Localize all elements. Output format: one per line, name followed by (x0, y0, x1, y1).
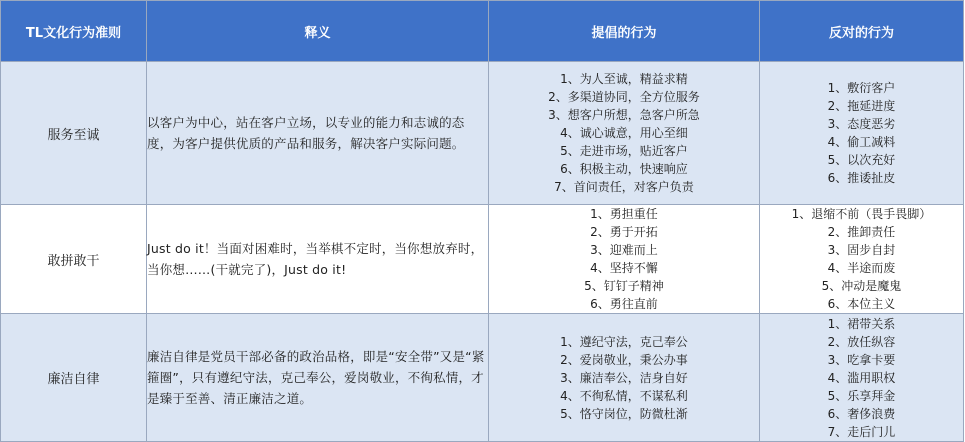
principle-cell[interactable]: 敢拼敢干 (1, 205, 147, 314)
opposed-cell[interactable] (760, 314, 964, 442)
advocated-item: 4、不徇私情，不谋私利 (560, 388, 688, 403)
opposed-item: 3、态度恶劣 (827, 117, 896, 131)
advocated-item: 1、勇担重任 (590, 207, 658, 221)
opposed-item: 4、滥用职权 (827, 370, 896, 385)
advocated-item: 6、积极主动，快速响应 (560, 162, 688, 176)
header-advocated[interactable]: 提倡的行为 (489, 1, 760, 62)
opposed-item: 2、拖延进度 (827, 99, 896, 113)
table-row-service (1, 62, 964, 205)
opposed-item: 2、放任纵容 (827, 334, 896, 349)
definition-cell[interactable]: 以客户为中心，站在客户立场，以专业的能力和志诚的态度，为客户提供优质的产品和服务，解决客户实际问题。 (147, 62, 489, 205)
definition-cell[interactable]: 廉洁自律是党员干部必备的政治品格，即是“安全带”又是“紧箍圈”，只有遵纪守法，克己奉公，爱岗敬业，不徇私情，才是臻于至善、清正廉洁之道。 (147, 314, 489, 442)
opposed-item: 5、以次充好 (827, 153, 896, 167)
principle-cell[interactable]: 服务至诚 (1, 62, 147, 205)
principle-cell[interactable]: 廉洁自律 (1, 314, 147, 442)
opposed-cell[interactable] (760, 205, 964, 314)
opposed-item: 4、半途而废 (827, 261, 896, 275)
advocated-item: 5、恪守岗位，防微杜渐 (560, 406, 688, 421)
table-row-integrity (1, 314, 964, 442)
advocated-item: 1、遵纪守法，克己奉公 (560, 334, 688, 349)
opposed-item: 1、裙带关系 (827, 316, 896, 331)
opposed-item: 1、敷衍客户 (827, 81, 896, 95)
advocated-item: 3、廉洁奉公，洁身自好 (560, 370, 688, 385)
opposed-cell[interactable] (760, 62, 964, 205)
advocated-item: 2、勇于开拓 (590, 225, 658, 239)
opposed-item: 6、奢侈浪费 (827, 406, 896, 421)
header-definition[interactable]: 释义 (147, 1, 489, 62)
opposed-item: 7、走后门儿 (827, 424, 896, 439)
definition-cell[interactable]: Just do it！当面对困难时，当举棋不定时，当你想放弃时，当你想……(干就完了)，Just do it! (147, 205, 489, 314)
header-principle[interactable]: TL文化行为准则 (1, 1, 147, 62)
advocated-item: 7、首问责任，对客户负责 (554, 180, 694, 194)
advocated-item: 3、迎难而上 (590, 243, 658, 257)
opposed-item: 3、吃拿卡要 (827, 352, 896, 367)
opposed-item: 6、推诿扯皮 (827, 171, 896, 185)
opposed-item: 6、本位主义 (827, 297, 896, 311)
advocated-item: 3、想客户所想，急客户所急 (548, 108, 700, 122)
opposed-item: 3、固步自封 (827, 243, 896, 257)
advocated-item: 1、为人至诚，精益求精 (560, 72, 688, 86)
header-opposed[interactable]: 反对的行为 (760, 1, 964, 62)
advocated-cell[interactable] (489, 62, 760, 205)
advocated-item: 6、勇往直前 (590, 297, 658, 311)
advocated-item: 4、诚心诚意，用心至细 (560, 126, 688, 140)
advocated-item: 5、走进市场，贴近客户 (560, 144, 688, 158)
advocated-cell[interactable] (489, 314, 760, 442)
opposed-item: 2、推卸责任 (827, 225, 896, 239)
opposed-item: 5、乐享拜金 (827, 388, 896, 403)
opposed-item: 5、冲动是魔鬼 (821, 279, 902, 293)
advocated-item: 2、爱岗敬业，秉公办事 (560, 352, 688, 367)
advocated-item: 4、坚持不懈 (590, 261, 658, 275)
opposed-item: 4、偷工减料 (827, 135, 896, 149)
advocated-item: 5、钉钉子精神 (584, 279, 664, 293)
table-row-courage (1, 205, 964, 314)
advocated-cell[interactable] (489, 205, 760, 314)
opposed-item: 1、退缩不前（畏手畏脚） (791, 207, 932, 221)
advocated-item: 2、多渠道协同，全方位服务 (548, 90, 700, 104)
